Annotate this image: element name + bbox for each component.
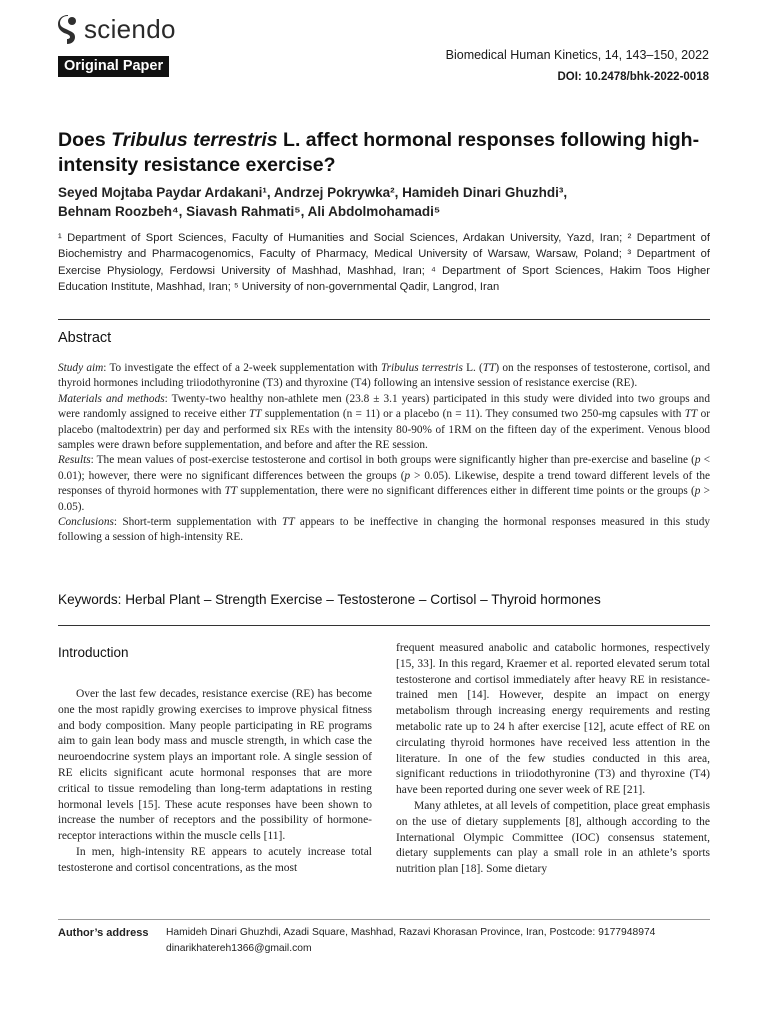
methods-text-3: or placebo (maltodextrin) per day and performed six REs with the intensity 80-90% of 1RM on the fifteen day of the experiment. Venous blood samples were drawn before supplementation, and before and after the RE session. <box>58 408 710 452</box>
results-text-4: supplementation, there were no significant differences either in different time points or the groups ( <box>237 485 695 498</box>
results-text-3: > 0.05). Likewise, despite a trend toward different levels of the responses of thyroid hormones with <box>58 469 710 498</box>
authors-line-1: Seyed Mojtaba Paydar Ardakani¹, Andrzej Pokrywka², Hamideh Dinari Ghuzhdi³, <box>58 185 568 200</box>
abstract-heading: Abstract <box>58 330 112 346</box>
article-title <box>58 128 718 178</box>
title-species: Tribulus terrestris <box>111 129 278 151</box>
aim-text-2: L. ( <box>462 362 483 374</box>
paragraph: frequent measured anabolic and catabolic hormones, respectively [15, 33]. In this regard, Kraemer et al. reported elevated serum total testosterone and cortisol immediately after heavy RE in resistance-trained men [14]. However, despite an impact on energy metabolism through increasing energy requirements and resting metabolic rate up to 24 h after exercise [12], acute effect of RE on circulating thyroid hormones have received less attention in the literature. In one of the few studies conducted in this area, significant reductions in triiodothyronine (T3) and thyroxine (T4) have been reported during one sever week of RE [21]. <box>396 642 710 797</box>
paragraph: In men, high-intensity RE appears to acutely increase total testosterone and cortisol concentrations, as the most <box>58 845 372 874</box>
results-text-5: > 0.05). <box>58 485 710 513</box>
footer-divider <box>58 919 710 920</box>
publisher-logo <box>58 14 176 45</box>
doi-link[interactable]: DOI: 10.2478/bhk-2022-0018 <box>557 71 709 83</box>
address-label: Author’s address <box>58 927 149 939</box>
methods-label: Materials and methods <box>58 392 165 405</box>
results-p-3: p <box>694 485 701 498</box>
address-text <box>166 925 710 957</box>
publisher-name: sciendo <box>84 14 176 44</box>
abstract-body <box>58 361 710 546</box>
methods-text-2: supplementation (n = 11) or a placebo (n = 11). They consumed two 250-mg capsules with <box>261 408 685 421</box>
methods-tt-1: TT <box>249 408 262 421</box>
divider <box>58 625 710 626</box>
paragraph: Many athletes, at all levels of competition, place great emphasis on the use of dietary supplements [8], although according to the International Olympic Committee (IOC) consensus statement, dietary supplements can play a small role in an athlete’s sports nutrition plan [18]. Some dietary <box>396 799 710 876</box>
conclusions-text-2: appears to be ineffective in changing the hormonal responses measured in this study following a session of high-intensity RE. <box>58 516 710 544</box>
aim-label: Study aim <box>58 362 104 374</box>
abstract-methods <box>58 392 710 454</box>
aim-tt: TT <box>482 362 496 374</box>
body-column-right <box>396 641 710 878</box>
results-tt: TT <box>224 485 238 498</box>
author-email[interactable]: dinarikhatereh1366@gmail.com <box>166 943 312 954</box>
title-part-1: Does <box>58 129 112 151</box>
sciendo-logo-icon <box>58 15 78 45</box>
methods-tt-2: TT <box>684 408 698 421</box>
journal-citation: Biomedical Human Kinetics, 14, 143–150, 2022 <box>445 48 709 62</box>
abstract-conclusions <box>58 515 710 546</box>
results-label: Results <box>58 454 91 467</box>
abstract-results <box>58 453 710 515</box>
aim-text-1: : To investigate the effect of a 2-week supplementation with <box>103 362 381 374</box>
article-type-badge: Original Paper <box>58 56 169 77</box>
aim-species: Tribulus terrestris <box>380 362 463 374</box>
results-text-1: : The mean values of post-exercise testosterone and cortisol in both groups were significantly higher than pre-exercise and baseline ( <box>90 454 695 467</box>
results-p-2: p <box>404 469 411 482</box>
keywords: Keywords: Herbal Plant – Strength Exercise – Testosterone – Cortisol – Thyroid hormones <box>58 592 601 607</box>
introduction-heading: Introduction <box>58 645 129 660</box>
affiliations: ¹ Department of Sport Sciences, Faculty of Humanities and Social Sciences, Ardakan University, Yazd, Iran; ² Department of Biochemistry and Pharmacogenomics, Faculty of Pharmacy, Medical University of Warsaw, Warsaw, Poland; ³ Department of Exercise Physiology, Ferdowsi University of Mashhad, Mashhad, Iran; ⁴ Department of Sport Sciences, Hakim Toos Higher Education Institute, Mashhad, Iran; ⁵ University of non-governmental Qadir, Langrod, Iran <box>58 232 710 293</box>
methods-text-1: : Twenty-two healthy non-athlete men (23.8 ± 3.1 years) participated in this study were divided into two groups and were randomly assigned to receive either <box>58 392 710 421</box>
paragraph: Over the last few decades, resistance exercise (RE) has become one the most rapidly growing exercises to improve physical fitness and body composition. Many people participating in RE programs aim to gain lean body mass and muscle strength, in which case the neuroendocrine system plays an important role. A single session of RE elicits significant acute hormonal responses that are more critical to tissue remodeling than long-term adaptations in resting hormonal levels [15]. These acute responses have been shown to increase the number of receptors and the possibility of hormone-receptor interactions within the muscle cells [11]. <box>58 688 372 843</box>
title-part-2: L. affect hormonal responses following high-intensity resistance exercise? <box>58 129 700 176</box>
author-address <box>58 925 710 957</box>
abstract-aim <box>58 361 710 392</box>
author-list <box>58 183 718 221</box>
address-line: Hamideh Dinari Ghuzhdi, Azadi Square, Mashhad, Razavi Khorasan Province, Iran, Postcode: 9177948974 <box>166 927 656 938</box>
authors-line-2: Behnam Roozbeh⁴, Siavash Rahmati⁵, Ali Abdolmohamadi⁵ <box>58 204 441 219</box>
aim-text-3: ) on the responses of testosterone, cortisol, and thyroid hormones including triiodothyronine (T3) and thyroxine (T4) following an intensive session of resistance exercise (RE). <box>58 362 710 390</box>
conclusions-tt: TT <box>282 516 295 529</box>
results-text-2: < 0.01); however, there were no significant differences between the groups ( <box>58 454 710 482</box>
body-column-left <box>58 687 372 877</box>
divider <box>58 319 710 320</box>
conclusions-text-1: : Short-term supplementation with <box>113 516 283 529</box>
journal-info <box>446 44 709 88</box>
results-p-1: p <box>694 454 701 467</box>
conclusions-label: Conclusions <box>58 516 114 529</box>
